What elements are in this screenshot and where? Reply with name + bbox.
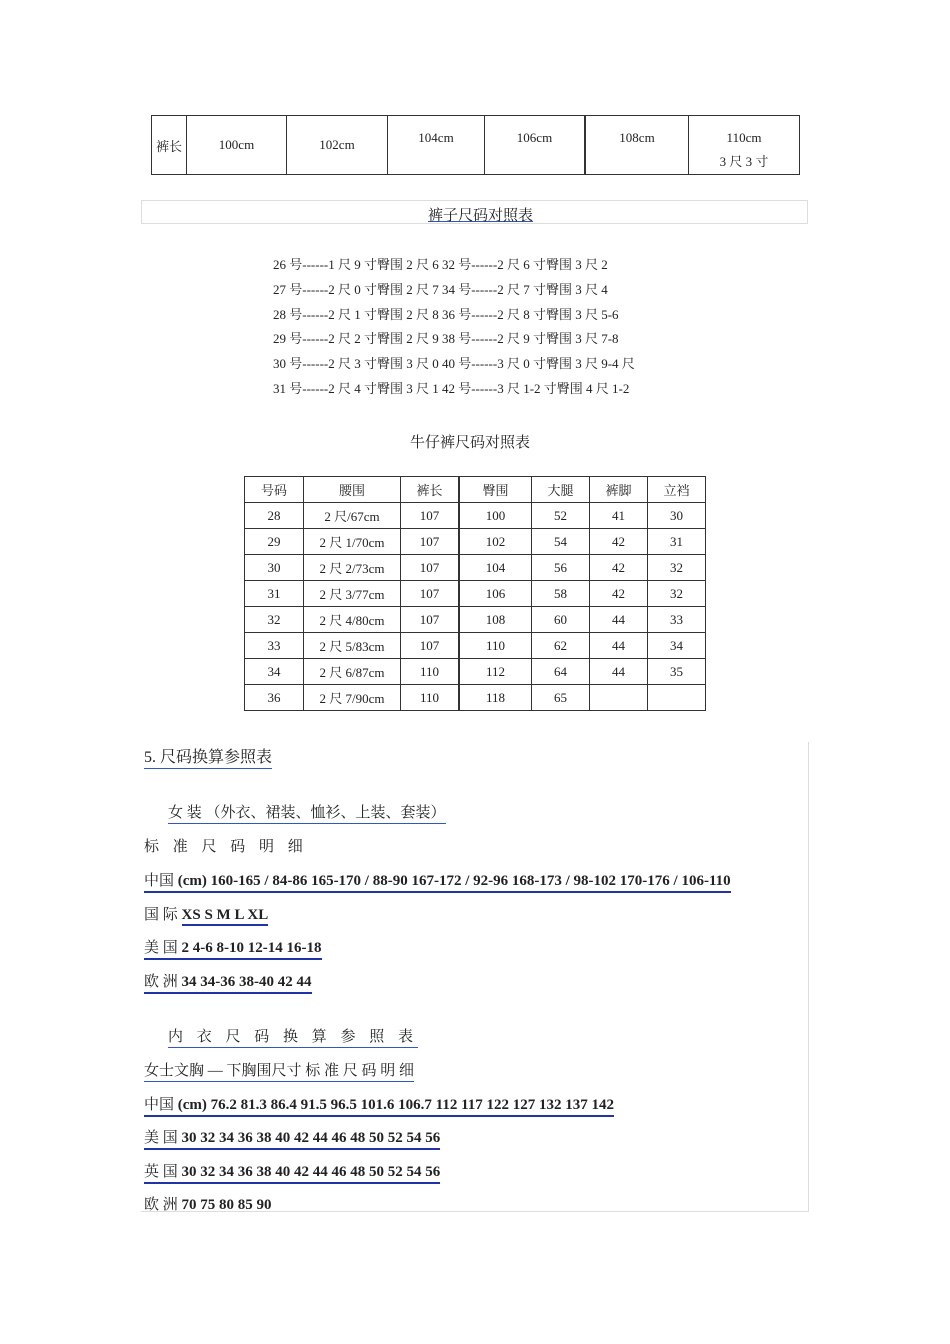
pants-size-row: 26 号------1 尺 9 寸臀围 2 尺 6 32 号------2 尺 6 寸臀围 3 尺 2: [273, 257, 608, 272]
under-row-china: [144, 1093, 614, 1117]
jeans-cell: 60: [532, 607, 590, 633]
women-row-intl: [144, 903, 268, 924]
jeans-row: [245, 685, 706, 711]
row-value: 30 32 34 36 38 40 42 44 46 48 50 52 54 56: [181, 1130, 441, 1146]
jeans-cell: 110: [401, 659, 460, 685]
jeans-cell: 107: [401, 503, 460, 529]
jeans-cell: 54: [532, 529, 590, 555]
women-subtitle-text: 标 准 尺 码 明 细: [144, 839, 308, 855]
jeans-cell: 35: [648, 659, 706, 685]
jeans-cell: 2 尺 7/90cm: [304, 685, 401, 711]
underwear-title-text: 内 衣 尺 码 换 算 参 照 表: [168, 1029, 419, 1045]
under-row-us: [144, 1126, 440, 1150]
row-label: 欧 洲: [144, 1197, 178, 1213]
jeans-cell: 31: [245, 581, 304, 607]
pants-size-banner: [141, 200, 808, 224]
jeans-cell: 42: [590, 555, 648, 581]
jeans-cell: 30: [245, 555, 304, 581]
row-value: XS S M L XL: [182, 907, 269, 926]
row-label: 国 际: [144, 907, 178, 923]
jeans-cell: 64: [532, 659, 590, 685]
jeans-row: [245, 607, 706, 633]
length-cell: 102cm: [287, 116, 388, 175]
jeans-cell: 34: [245, 659, 304, 685]
jeans-row: [245, 633, 706, 659]
conversion-heading: 5. 尺码换算参照表: [144, 744, 272, 769]
row-value: 30 32 34 36 38 40 42 44 46 48 50 52 54 56: [181, 1164, 441, 1180]
row-label: 中国: [144, 873, 175, 889]
jeans-cell: 41: [590, 503, 648, 529]
women-row-eu: [144, 970, 312, 994]
jeans-cell: 118: [459, 685, 532, 711]
jeans-cell: 29: [245, 529, 304, 555]
pants-size-row: 27 号------2 尺 0 寸臀围 2 尺 7 34 号------2 尺 7 寸臀围 3 尺 4: [273, 281, 608, 297]
jeans-header-cell: 大腿: [532, 477, 590, 503]
jeans-cell: 2 尺 4/80cm: [304, 607, 401, 633]
jeans-cell: 112: [459, 659, 532, 685]
jeans-cell: 2 尺/67cm: [304, 503, 401, 529]
length-cell-last: [689, 116, 800, 175]
jeans-cell: 62: [532, 633, 590, 659]
jeans-table-body: [245, 503, 706, 711]
row-label: 中国: [144, 1097, 175, 1113]
women-subtitle: [144, 835, 308, 856]
jeans-cell: 58: [532, 581, 590, 607]
jeans-row: [245, 529, 706, 555]
jeans-cell: 2 尺 2/73cm: [304, 555, 401, 581]
jeans-cell: 33: [648, 607, 706, 633]
jeans-cell: 44: [590, 607, 648, 633]
length-cell: 100cm: [187, 116, 287, 175]
jeans-cell: 107: [401, 555, 460, 581]
jeans-cell: 36: [245, 685, 304, 711]
jeans-cell: 106: [459, 581, 532, 607]
length-cell: 104cm: [388, 116, 485, 175]
jeans-cell: 2 尺 6/87cm: [304, 659, 401, 685]
row-label: 欧 洲: [144, 974, 178, 990]
jeans-cell: 33: [245, 633, 304, 659]
row-value: (cm) 76.2 81.3 86.4 91.5 96.5 101.6 106.7 112 117 122 127 132 137 142: [177, 1097, 615, 1113]
jeans-header-row: [245, 477, 706, 503]
jeans-cell: 104: [459, 555, 532, 581]
jeans-header-cell: 号码: [245, 477, 304, 503]
jeans-cell: 34: [648, 633, 706, 659]
jeans-size-title: 牛仔裤尺码对照表: [410, 435, 531, 451]
women-row-us: [144, 936, 322, 960]
jeans-header-cell: 立裆: [648, 477, 706, 503]
jeans-cell: 28: [245, 503, 304, 529]
row-value: 34 34-36 38-40 42 44: [181, 974, 312, 990]
pants-size-row: 31 号------2 尺 4 寸臀围 3 尺 1 42 号------3 尺 1-2 寸臀围 4 尺 1-2: [273, 380, 630, 396]
jeans-row: [245, 555, 706, 581]
jeans-cell: 102: [459, 529, 532, 555]
jeans-cell: 107: [401, 607, 460, 633]
jeans-cell: 42: [590, 529, 648, 555]
jeans-header-cell: 臀围: [459, 477, 532, 503]
pants-size-list: [273, 253, 635, 402]
jeans-cell: 44: [590, 633, 648, 659]
jeans-cell: 100: [459, 503, 532, 529]
row-label: 美 国: [144, 1130, 178, 1146]
jeans-cell: 108: [459, 607, 532, 633]
underwear-title: [168, 1025, 418, 1048]
jeans-size-table: [244, 476, 706, 711]
women-row-china: [144, 869, 731, 893]
jeans-cell: 31: [648, 529, 706, 555]
jeans-cell: 110: [459, 633, 532, 659]
jeans-header-cell: 腰围: [304, 477, 401, 503]
jeans-cell: 30: [648, 503, 706, 529]
jeans-cell: 32: [648, 555, 706, 581]
length-cell: 106cm: [485, 116, 586, 175]
jeans-cell: 2 尺 5/83cm: [304, 633, 401, 659]
row-label: 英 国: [144, 1164, 178, 1180]
jeans-row: [245, 503, 706, 529]
pants-size-row: 29 号------2 尺 2 寸臀围 2 尺 9 38 号------2 尺 9 寸臀围 3 尺 7-8: [273, 331, 619, 347]
length-table: [151, 115, 800, 175]
jeans-cell: 2 尺 1/70cm: [304, 529, 401, 555]
under-row-eu: [144, 1193, 272, 1214]
row-value: (cm) 160-165 / 84-86 165-170 / 88-90 167-172 / 92-96 168-173 / 98-102 170-176 / 106-110: [177, 873, 731, 889]
jeans-cell: 2 尺 3/77cm: [304, 581, 401, 607]
jeans-cell: 65: [532, 685, 590, 711]
jeans-cell: 42: [590, 581, 648, 607]
jeans-cell: 107: [401, 581, 460, 607]
jeans-header-cell: 裤长: [401, 477, 460, 503]
jeans-header-cell: 裤脚: [590, 477, 648, 503]
jeans-cell: 44: [590, 659, 648, 685]
row-label: 美 国: [144, 940, 178, 956]
jeans-cell: 56: [532, 555, 590, 581]
jeans-cell: 107: [401, 529, 460, 555]
jeans-row: [245, 581, 706, 607]
length-last-line1: 110cm: [726, 130, 762, 145]
jeans-cell: 32: [245, 607, 304, 633]
jeans-cell: 52: [532, 503, 590, 529]
jeans-cell: 32: [648, 581, 706, 607]
pants-size-row: 30 号------2 尺 3 寸臀围 3 尺 0 40 号------3 尺 0 寸臀围 3 尺 9-4 尺: [273, 356, 635, 372]
row-value: 2 4-6 8-10 12-14 16-18: [181, 940, 322, 956]
jeans-row: [245, 659, 706, 685]
jeans-cell: [648, 685, 706, 711]
pants-size-row: 28 号------2 尺 1 寸臀围 2 尺 8 36 号------2 尺 8 寸臀围 3 尺 5-6: [273, 306, 619, 322]
jeans-cell: [590, 685, 648, 711]
pants-size-title: 裤子尺码对照表: [428, 208, 534, 224]
jeans-cell: 107: [401, 633, 460, 659]
length-cell: 108cm: [585, 116, 689, 175]
row-value: 70 75 80 85 90: [181, 1197, 272, 1213]
women-title: 女 装 （外衣、裙装、恤衫、上装、套装）: [168, 801, 446, 824]
length-label: 裤长: [152, 116, 187, 175]
length-last-line2: 3 尺 3 寸: [719, 154, 769, 169]
under-row-uk: [144, 1160, 440, 1184]
jeans-cell: 110: [401, 685, 460, 711]
underwear-subtitle: 女士文胸 — 下胸围尺寸 标 准 尺 码 明 细: [144, 1059, 414, 1082]
